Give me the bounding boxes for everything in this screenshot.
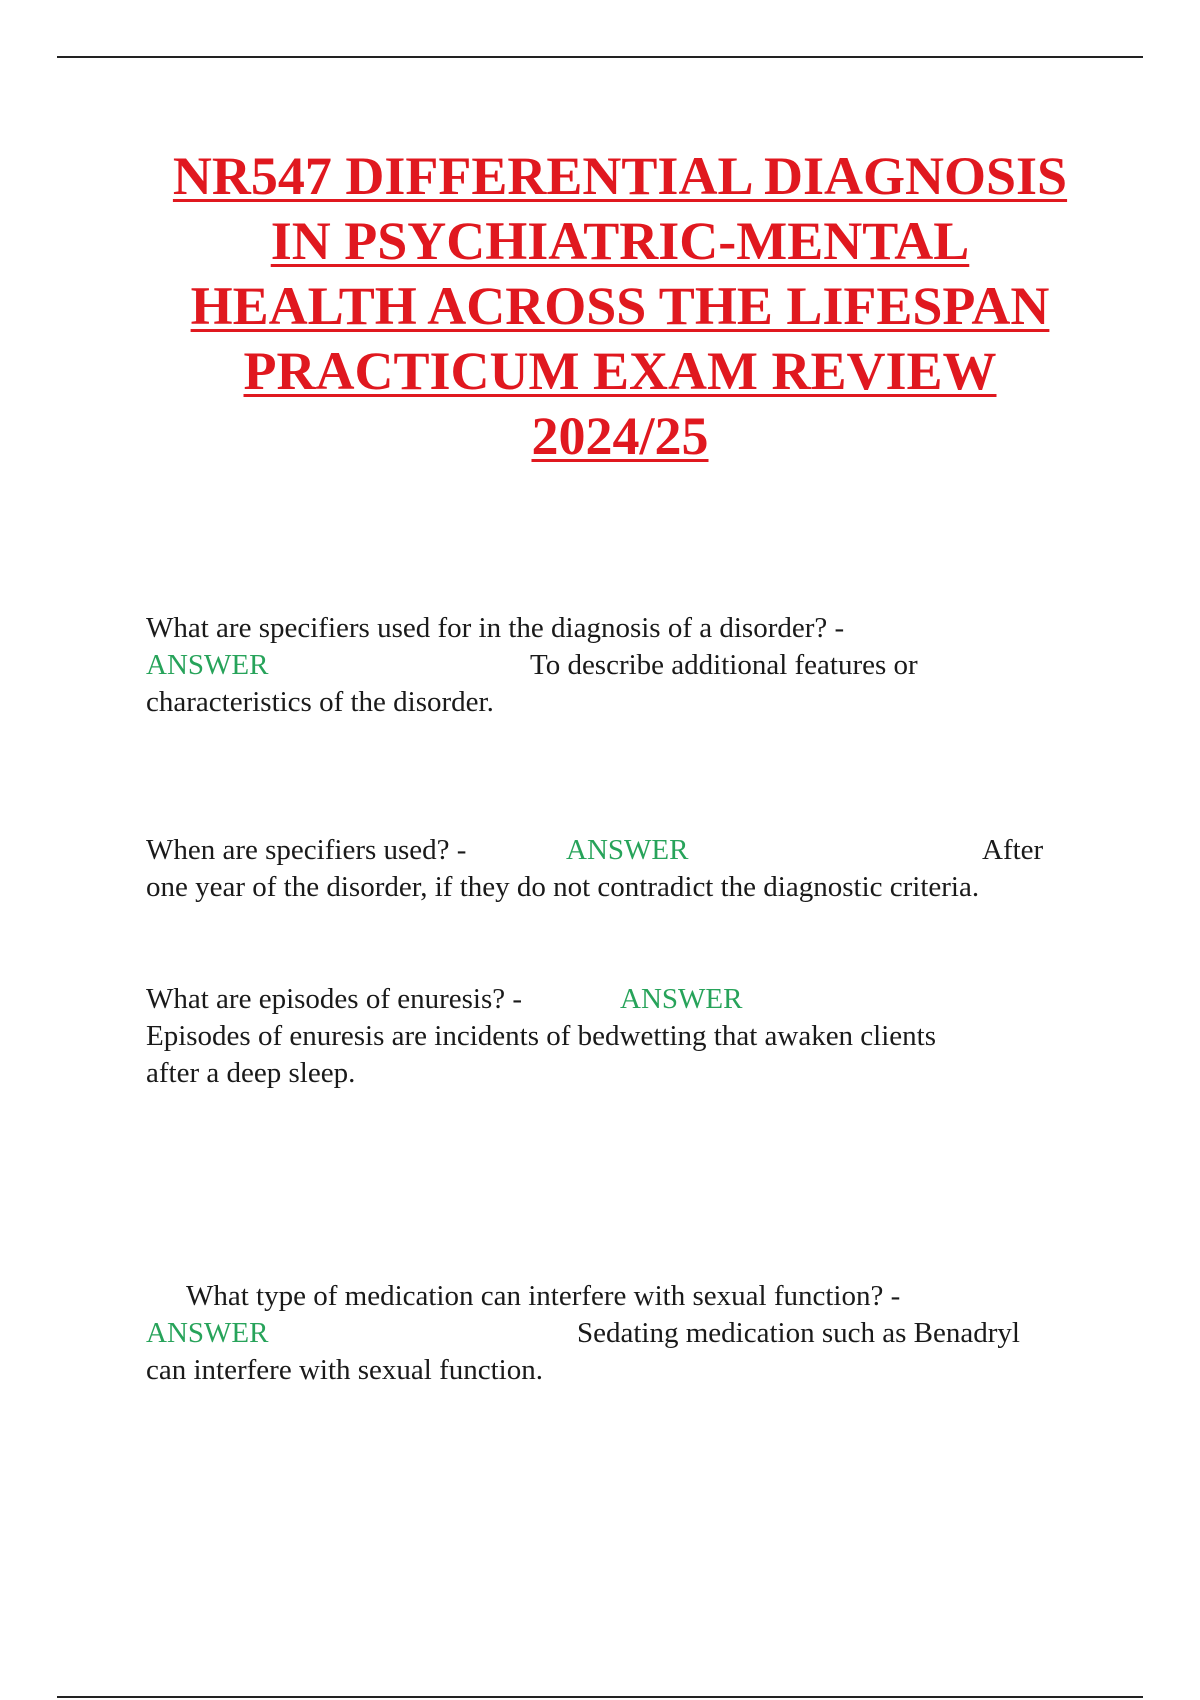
answer-line [146,647,1096,684]
question-text: What are specifiers used for in the diagnosis of a disorder? - [146,612,845,644]
answer-text: Episodes of enuresis are incidents of bedwetting that awaken clients [146,1020,937,1052]
bottom-rule [57,1696,1143,1698]
qa-item-1 [146,610,1096,721]
qa-item-2 [146,832,1096,906]
answer-label: ANSWER [146,649,269,681]
question-text: When are specifiers used? - [146,834,467,866]
answer-text-continued: one year of the disorder, if they do not contradict the diagnostic criteria. [146,871,980,903]
title-line-4: PRACTICUM EXAM REVIEW [243,341,997,401]
top-rule [57,56,1143,58]
title-line-5: 2024/25 [531,406,709,466]
qa-item-3 [146,981,1096,1092]
title-line-3: HEALTH ACROSS THE LIFESPAN [190,276,1050,336]
answer-text: After [982,834,1044,866]
question-line [146,832,1096,869]
document-title [140,144,1100,469]
question-text: What type of medication can interfere with sexual function? - [186,1280,901,1312]
answer-line [146,1315,1096,1352]
answer-text-continued: characteristics of the disorder. [146,686,494,718]
question-line [146,981,1096,1018]
answer-label: ANSWER [146,1317,269,1349]
qa-item-4 [146,1278,1096,1389]
title-line-1: NR547 DIFFERENTIAL DIAGNOSIS [172,146,1068,206]
answer-label: ANSWER [566,834,689,866]
question-text: What are episodes of enuresis? - [146,983,523,1015]
answer-text-continued: after a deep sleep. [146,1057,356,1089]
title-line-2: IN PSYCHIATRIC-MENTAL [270,211,970,271]
answer-label: ANSWER [620,983,743,1015]
answer-text-continued: can interfere with sexual function. [146,1354,543,1386]
answer-text: To describe additional features or [530,649,918,681]
answer-text: Sedating medication such as Benadryl [577,1317,1020,1349]
